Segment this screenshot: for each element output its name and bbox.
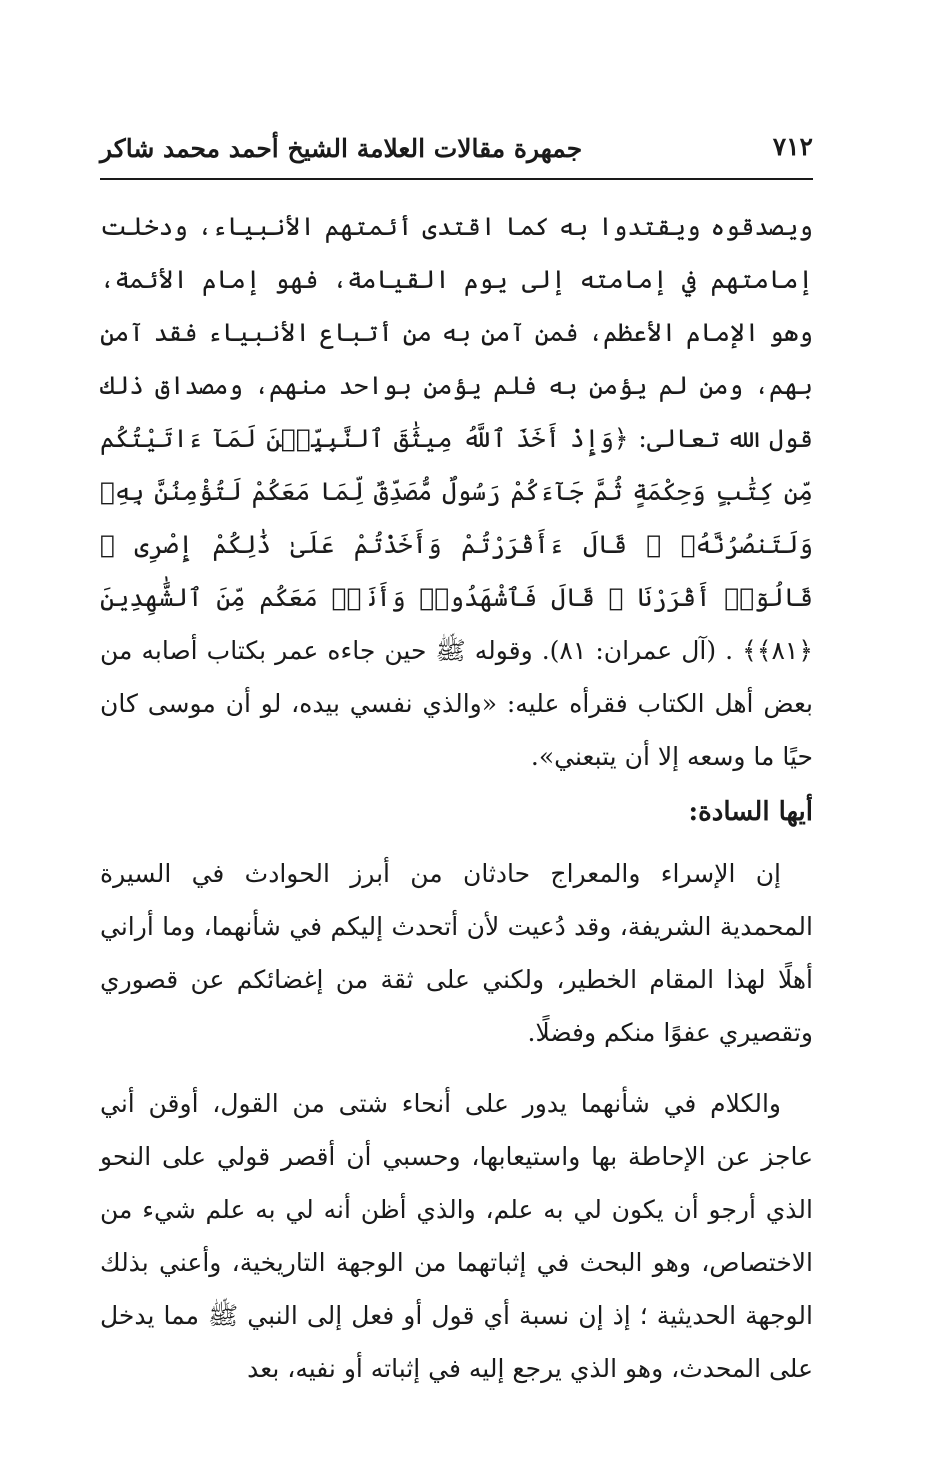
running-title: جمهرة مقالات العلامة الشيخ أحمد محمد شاكر — [100, 134, 583, 163]
page-header — [100, 132, 813, 174]
page-number: ٧١٢ — [772, 132, 813, 161]
paragraph-3: والكلام في شأنهما يدور على أنحاء شتى من القول، أوقن أني عاجز عن الإحاطة بها واستيعابها، وحسبي أن أقصر قولي على النحو الذي أرجو أن يكون لي به علم، والذي أظن أنه لي به علم شيء من الاختصاص، وهو البحث في إثباتهما من الوجهة التاريخية، وأعني بذلك الوجهة الحديثية ؛ إذ إن نسبة أي قول أو فعل إلى النبي ﷺ مما يدخل على المحدث، وهو الذي يرجع إليه في إثباته أو نفيه، بعد — [100, 1089, 813, 1383]
paragraph-2: إن الإسراء والمعراج حادثان من أبرز الحوادث في السيرة المحمدية الشريفة، وقد دُعيت لأن أتحدث إليكم في شأنهما، وما أراني أهلًا لهذا المقام الخطير، ولكني على ثقة من إغضائكم عن قصوري وتقصيري عفوًا منكم وفضلًا. — [100, 859, 813, 1047]
page-body — [100, 200, 813, 1395]
header-rule — [100, 178, 813, 180]
section-heading: أيها السادة: — [688, 797, 813, 827]
paragraph-1: ويصدقوه ويقتدوا به كما اقتدى أئمتهم الأنبياء، ودخلت إمامتهم في إمامته إلى يوم القيامة، فهو إمام الأئمة، وهو الإمام الأعظم، فمن آمن به من أتباع الأنبياء فقد آمن بهم، ومن لم يؤمن به فلم يؤمن بواحد منهم، ومصداق ذلك قول الله تعالى: ﴿وَإِذْ أَخَذَ ٱللَّهُ مِيثَٰقَ ٱلنَّبِيِّـۧنَ لَمَآ ءَاتَيْتُكُم مِّن كِتَٰبٍ وَحِكْمَةٍ ثُمَّ جَآءَكُمْ رَسُولٌ مُّصَدِّقٌ لِّمَا مَعَكُمْ لَتُؤْمِنُنَّ بِهِۦ وَلَتَنصُرُنَّهُۥ ۚ قَالَ ءَأَقْرَرْتُمْ وَأَخَذْتُمْ عَلَىٰ ذَٰلِكُمْ إِصْرِى ۖ قَالُوٓا۟ أَقْرَرْنَا ۚ قَالَ فَٱشْهَدُوا۟ وَأَنَا۠ مَعَكُم مِّنَ ٱلشَّٰهِدِينَ ﴿٨١﴾﴾ . (آل عمران: ٨١). وقوله ﷺ حين جاءه عمر بكتاب أصابه من بعض أهل الكتاب فقرأه عليه: «والذي نفسي بيده، لو أن موسى كان حيًا ما وسعه إلا أن يتبعني». — [100, 212, 813, 771]
